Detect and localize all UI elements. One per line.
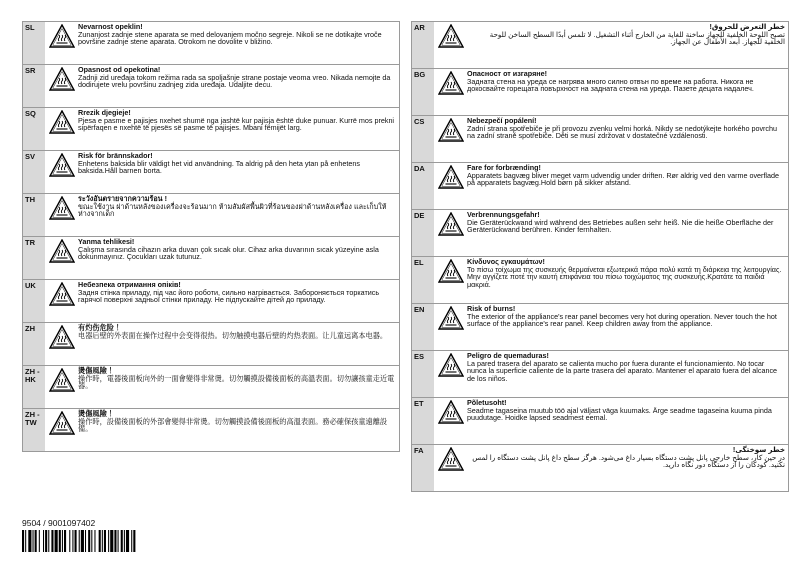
warning-title: Nebezpečí popálení! xyxy=(467,116,537,125)
warning-body: Enhetens baksida blir väldigt het vid användning. Ta aldrig på den heta ytan på enhetens baksida.Håll barnen borta. xyxy=(78,158,360,176)
hot-surface-warning-icon xyxy=(49,67,75,91)
warning-title: Peligro de quemaduras! xyxy=(467,351,549,360)
warning-title: Fare for forbrænding! xyxy=(467,163,541,172)
hot-surface-warning-icon xyxy=(49,239,75,263)
warning-row-right-7 xyxy=(411,351,789,398)
language-code: SR xyxy=(23,65,45,107)
warning-text xyxy=(78,281,396,304)
hot-surface-warning-icon xyxy=(438,353,464,377)
language-code: TR xyxy=(23,237,45,279)
hot-surface-warning-icon xyxy=(438,212,464,236)
warning-body: The exterior of the appliance's rear panel becomes very hot during operation. Never touch the hot surface of the appliance's rear panel. Keep children away from the appliance. xyxy=(467,311,777,329)
warning-title: خطر سوختگی! xyxy=(732,445,785,454)
warning-text xyxy=(467,305,785,328)
warning-title: Verbrennungsgefahr! xyxy=(467,210,540,219)
language-code: EN xyxy=(412,304,434,350)
warning-body: 操作時，電器後面板向外的一面會變得非常燙。切勿觸摸設備後面板的高溫表面。切勿讓孩童走近電器。 xyxy=(78,373,395,391)
warning-row-left-9 xyxy=(22,409,400,452)
warning-text xyxy=(78,152,396,175)
language-code: ZH -TW xyxy=(23,409,45,451)
language-code: EL xyxy=(412,257,434,303)
warning-body: 操作時，設備後面板的外部會變得非常燙。切勿觸摸設備後面板的高溫表面。務必確保孩童遠離設備。 xyxy=(78,416,388,434)
warning-title: Opasnost od opekotina! xyxy=(78,65,161,74)
warning-body: تصبح اللوحة الخلفية للجهاز ساخنة للغاية من الخارج أثناء التشغيل. لا تلمس أبدًا السطح الساخن للوحة الخلفية للجهاز. أبعد الأطفال عن الجهاز. xyxy=(489,29,785,47)
language-code: ET xyxy=(412,398,434,444)
hot-surface-warning-icon xyxy=(49,325,75,349)
warning-row-right-6 xyxy=(411,304,789,351)
hot-surface-warning-icon xyxy=(438,447,464,471)
warning-text xyxy=(78,410,396,433)
warning-row-right-1 xyxy=(411,69,789,116)
language-code: SV xyxy=(23,151,45,193)
warning-title: ระวังอันตรายจากความร้อน ! xyxy=(78,194,167,203)
warning-text xyxy=(78,23,396,46)
warning-body: Задня стінка приладу, під час його роботи, сильно нагрівається. Забороняється торкатись гарячої поверхні задньої стінки приладу. Не підпускайте дітей до приладу. xyxy=(78,287,380,305)
warning-title: Risk för brännskador! xyxy=(78,151,153,160)
warning-text xyxy=(467,23,785,46)
language-code: SQ xyxy=(23,108,45,150)
article-number: 9504 / 9001097402 xyxy=(22,518,96,528)
warning-text xyxy=(467,352,785,382)
warning-row-right-2 xyxy=(411,116,789,163)
warning-text xyxy=(78,109,396,132)
warning-body: Задната стена на уреда се нагрява много силно отвън по време на работа. Никога не докосвайте горещата повърхност на задната стена на уреда. Пазете децата надалеч. xyxy=(467,76,754,94)
language-code: BG xyxy=(412,69,434,115)
warning-row-left-1 xyxy=(22,65,400,108)
warning-title: 有灼伤危险 ！ xyxy=(78,323,124,332)
warning-row-right-0 xyxy=(411,22,789,69)
hot-surface-warning-icon xyxy=(438,165,464,189)
warning-text xyxy=(467,399,785,422)
warning-body: La pared trasera del aparato se calienta mucho por fuera durante el funcionamiento. No tocar nunca la superficie caliente de la parte trasera del aparato. Mantener el aparato fuera del alcance de los niños. xyxy=(467,358,778,383)
language-code: ZH xyxy=(23,323,45,365)
hot-surface-warning-icon xyxy=(438,118,464,142)
warning-row-left-8 xyxy=(22,366,400,409)
warning-body: 电器后壁的外表面在操作过程中会变得很热。切勿触摸电器后壁的灼热表面。让儿童远离本电器。 xyxy=(78,330,388,340)
warning-text xyxy=(467,164,785,187)
warning-body: Apparatets bagvæg bliver meget varm udvendig under driften. Rør aldrig ved den varme overflade på apparatets bagvæg.Hold børn på sikker afstand. xyxy=(467,170,780,188)
warning-body: Die Geräterückwand wird während des Betriebes außen sehr heiß. Nie die heiße Oberfläche der Geräterückwand berühren. Kinder fernhalten. xyxy=(467,217,774,235)
warning-row-left-6 xyxy=(22,280,400,323)
language-code: AR xyxy=(412,22,434,68)
warning-body: Zadnji zid uređaja tokom režima rada sa spoljašnje strane postaje veoma vreo. Nikada nemojte da dodirujete vrelu površinu zadnjeg zida uređaja. Udaljite decu. xyxy=(78,72,391,90)
language-code: ES xyxy=(412,351,434,397)
warning-text xyxy=(467,211,785,234)
warning-table-right xyxy=(411,21,789,492)
language-code: DA xyxy=(412,163,434,209)
hot-surface-warning-icon xyxy=(49,368,75,392)
warning-title: خطر التعرض للحروق! xyxy=(709,22,785,31)
warning-body: Το πίσω τοίχωμα της συσκευής θερμαίνεται εξωτερικά πάρα πολύ κατά τη διάρκεια της λειτουργίας. Μην αγγίζετε ποτέ την καυτή επιφάνεια του πίσω τοιχώματος της συσκευής.Κρατάτε τα παιδιά μακριά. xyxy=(467,264,782,289)
warning-row-left-7 xyxy=(22,323,400,366)
hot-surface-warning-icon xyxy=(49,411,75,435)
warning-table-left xyxy=(22,21,400,452)
hot-surface-warning-icon xyxy=(438,71,464,95)
warning-row-right-4 xyxy=(411,210,789,257)
warning-title: Опасност от изгаряне! xyxy=(467,69,548,78)
warning-row-left-3 xyxy=(22,151,400,194)
language-code: FA xyxy=(412,445,434,491)
language-code: ZH -HK xyxy=(23,366,45,408)
hot-surface-warning-icon xyxy=(49,282,75,306)
warning-body: Pjesa e pasme e pajisjes nxehet shumë nga jashtë kur pajisja është duke punuar. Kurrë mos prekni sipërfaqen e nxehtë të pjesës së pasme të pajisjes. Mbani fëmijët larg. xyxy=(78,115,395,133)
warning-text xyxy=(78,195,396,218)
warning-title: Põletusoht! xyxy=(467,398,507,407)
warning-text xyxy=(467,258,785,288)
warning-title: Yanma tehlikesi! xyxy=(78,237,135,246)
warning-row-right-8 xyxy=(411,398,789,445)
warning-row-right-3 xyxy=(411,163,789,210)
warning-text xyxy=(78,238,396,261)
warning-title: Risk of burns! xyxy=(467,304,516,313)
hot-surface-warning-icon xyxy=(49,196,75,220)
warning-title: 燙傷風險 ！ xyxy=(78,366,116,375)
hot-surface-warning-icon xyxy=(438,24,464,48)
language-code: UK xyxy=(23,280,45,322)
warning-title: Κίνδυνος εγκαυμάτων! xyxy=(467,257,545,266)
warning-row-left-2 xyxy=(22,108,400,151)
language-code: DE xyxy=(412,210,434,256)
warning-body: در حین کار، سطح خارجی پانل پشت دستگاه بسیار داغ می‌شود. هرگز سطح داغ پانل پشت دستگاه را لمس نکنید. کودکان را از دستگاه دور نگاه دارید. xyxy=(472,452,785,470)
warning-row-left-5 xyxy=(22,237,400,280)
warning-row-right-9 xyxy=(411,445,789,492)
warning-body: Çalışma sırasında cihazın arka duvarı çok sıcak olur. Cihaz arka duvarının sıcak yüzeyine asla dokunmayınız. Çocukları uzak tutunuz. xyxy=(78,244,379,262)
language-code: CS xyxy=(412,116,434,162)
warning-text xyxy=(467,70,785,93)
warning-body: Zunanjost zadnje stene aparata se med delovanjem močno segreje. Nikoli se ne dotikajte vroče površine zadnje stene aparata. Otrokom ne dovolite v bližino. xyxy=(78,29,382,47)
warning-row-left-0 xyxy=(22,22,400,65)
hot-surface-warning-icon xyxy=(438,400,464,424)
barcode xyxy=(22,530,182,552)
warning-text xyxy=(78,66,396,89)
warning-body: Seadme tagaseina muutub töö ajal väljast väga kuumaks. Ärge seadme tagaseina kuuma pinda puudutage. Hoidke lapsed seadmest eemal. xyxy=(467,405,772,423)
language-code: TH xyxy=(23,194,45,236)
hot-surface-warning-icon xyxy=(49,24,75,48)
warning-body: ขณะใช้งาน ฝาด้านหลังของเครื่องจะร้อนมาก ห้ามสัมผัสพื้นผิวที่ร้อนของฝาด้านหลังเครื่อง และเก็บให้ห่างจากเด็ก xyxy=(78,201,387,219)
warning-text xyxy=(467,117,785,140)
warning-text xyxy=(467,446,785,469)
language-code: SL xyxy=(23,22,45,64)
warning-title: Nevarnost opeklin! xyxy=(78,22,143,31)
hot-surface-warning-icon xyxy=(49,153,75,177)
warning-text xyxy=(78,324,396,339)
hot-surface-warning-icon xyxy=(438,259,464,283)
warning-title: Rrezik djegieje! xyxy=(78,108,131,117)
warning-row-left-4 xyxy=(22,194,400,237)
warning-row-right-5 xyxy=(411,257,789,304)
hot-surface-warning-icon xyxy=(438,306,464,330)
warning-title: Небезпека отримання опіків! xyxy=(78,280,181,289)
hot-surface-warning-icon xyxy=(49,110,75,134)
warning-text xyxy=(78,367,396,390)
warning-title: 燙傷風險 ！ xyxy=(78,409,116,418)
warning-body: Zadní strana spotřebiče je při provozu zvenku velmi horká. Nikdy se nedotýkejte horkého povrchu na zadní straně spotřebiče. Děti se musí zdržovat v dostatečné vzdálenosti. xyxy=(467,123,778,141)
